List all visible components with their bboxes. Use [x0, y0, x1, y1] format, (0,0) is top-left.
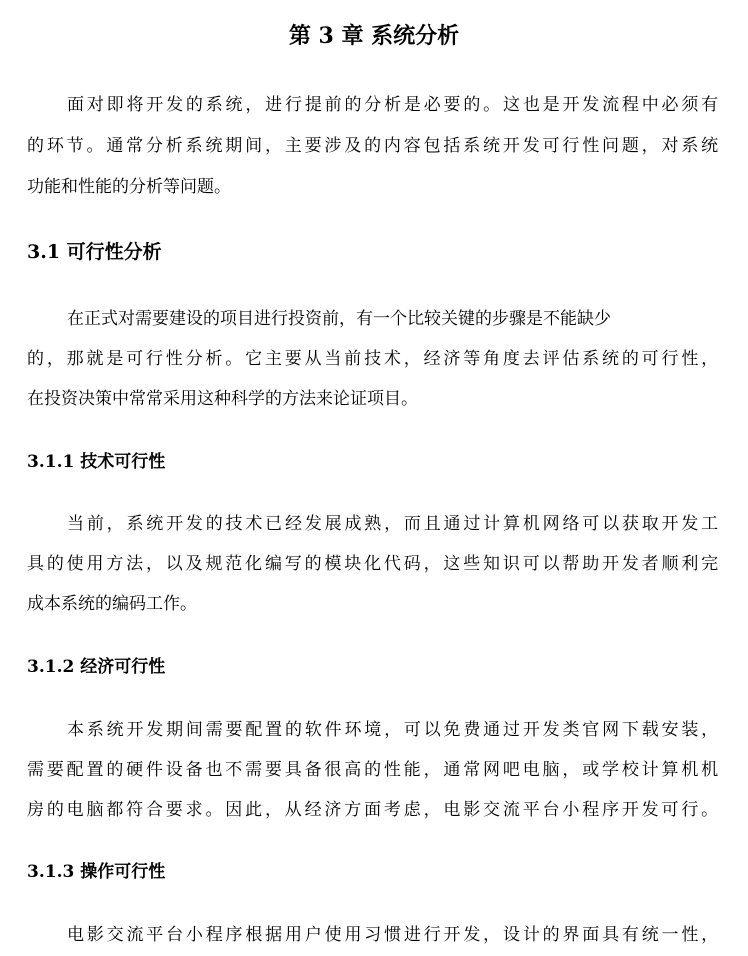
paragraph-line: 的环节。通常分析系统期间，主要涉及的内容包括系统开发可行性问题，对系统 [27, 136, 721, 156]
subsection-heading: 3.1.2 经济可行性 [27, 657, 166, 677]
paragraph-line: 需要配置的硬件设备也不需要具备很高的性能，通常网吧电脑，或学校计算机机 [27, 760, 721, 780]
paragraph-line: 的，那就是可行性分析。它主要从当前技术，经济等角度去评估系统的可行性， [27, 349, 721, 369]
paragraph-line: 具的使用方法，以及规范化编写的模块化代码，这些知识可以帮助开发者顺利完 [27, 554, 721, 574]
paragraph-line: 在投资决策中常常采用这种科学的方法来论证项目。 [27, 389, 418, 409]
paragraph-line: 本系统开发期间需要配置的软件环境，可以免费通过开发类官网下载安装， [67, 720, 721, 740]
paragraph-line: 面对即将开发的系统，进行提前的分析是必要的。这也是开发流程中必须有 [67, 95, 721, 115]
paragraph-line: 成本系统的编码工作。 [27, 594, 197, 614]
paragraph-line: 房的电脑都符合要求。因此，从经济方面考虑，电影交流平台小程序开发可行。 [27, 800, 721, 820]
subsection-heading: 3.1.3 操作可行性 [27, 862, 166, 882]
chapter-title: 第 3 章 系统分析 [288, 23, 460, 49]
subsection-heading: 3.1.1 技术可行性 [27, 452, 166, 472]
paragraph-line: 在正式对需要建设的项目进行投资前，有一个比较关键的步骤是不能缺少 [67, 309, 611, 329]
paragraph-line: 功能和性能的分析等问题。 [27, 177, 231, 197]
paragraph-line: 电影交流平台小程序根据用户使用习惯进行开发，设计的界面具有统一性， [67, 925, 721, 945]
paragraph-line: 当前，系统开发的技术已经发展成熟，而且通过计算机网络可以获取开发工 [67, 514, 721, 534]
section-heading: 3.1 可行性分析 [27, 241, 162, 263]
